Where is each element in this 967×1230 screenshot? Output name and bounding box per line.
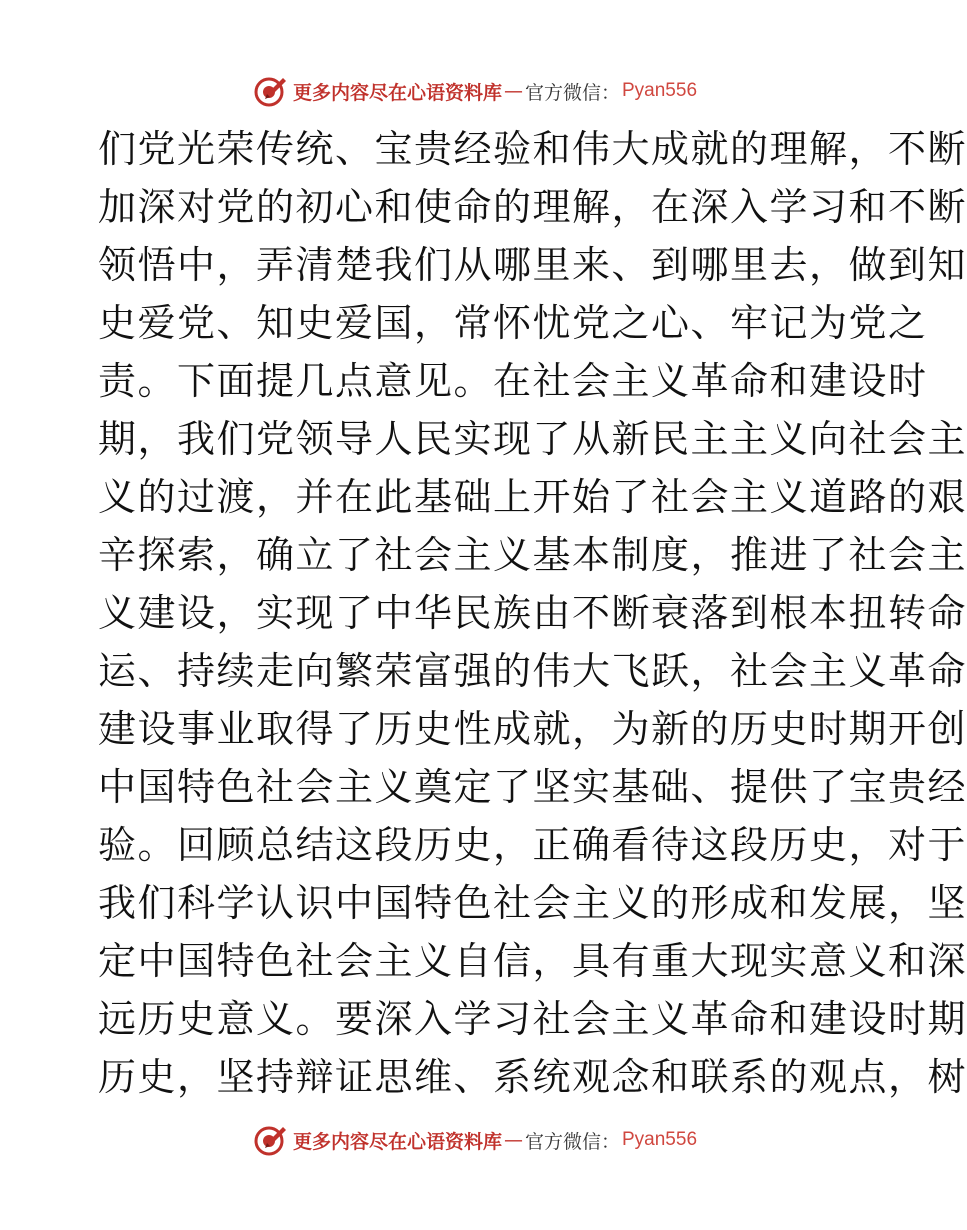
text-line: 义建设，实现了中华民族由不断衰落到根本扭转命: [98, 591, 967, 635]
text-line: 中国特色社会主义奠定了坚实基础、提供了宝贵经: [98, 765, 967, 809]
text-line: 领悟中，弄清楚我们从哪里来、到哪里去，做到知: [98, 243, 967, 287]
text-line: 验。回顾总结这段历史，正确看待这段历史，对于: [98, 823, 967, 867]
text-line: 我们科学认识中国特色社会主义的形成和发展，坚: [98, 881, 967, 925]
watermark-text: [293, 1127, 697, 1154]
watermark-wechat-label: 官方微信：: [524, 1130, 620, 1153]
text-line: 辛探索，确立了社会主义基本制度，推进了社会主: [98, 533, 967, 577]
watermark-separator: —: [503, 80, 523, 102]
text-line: 定中国特色社会主义自信，具有重大现实意义和深: [98, 939, 967, 983]
text-line: 义的过渡，并在此基础上开始了社会主义道路的艰: [98, 475, 967, 519]
footer-watermark: [0, 1120, 950, 1160]
pen-circle-logo-icon: [253, 74, 287, 108]
watermark-text: [293, 78, 697, 105]
watermark-separator: —: [503, 1129, 523, 1151]
watermark-wechat-id: Pyan556: [622, 80, 698, 101]
watermark-main-text: 更多内容尽在心语资料库: [292, 81, 502, 104]
text-line: 们党光荣传统、宝贵经验和伟大成就的理解，不断: [98, 127, 967, 171]
text-line: 史爱党、知史爱国，常怀忧党之心、牢记为党之: [98, 301, 928, 345]
text-line: 历史，坚持辩证思维、系统观念和联系的观点，树: [98, 1055, 967, 1099]
text-line: 责。下面提几点意见。在社会主义革命和建设时: [98, 359, 928, 403]
text-line: 建设事业取得了历史性成就，为新的历史时期开创: [98, 707, 967, 751]
text-line: 远历史意义。要深入学习社会主义革命和建设时期: [98, 997, 967, 1041]
text-line: 期，我们党领导人民实现了从新民主主义向社会主: [98, 417, 967, 461]
text-line: 运、持续走向繁荣富强的伟大飞跃，社会主义革命: [98, 649, 967, 693]
watermark-main-text: 更多内容尽在心语资料库: [292, 1130, 502, 1153]
pen-circle-logo-icon: [253, 1123, 287, 1157]
document-body: [98, 120, 967, 1106]
text-line: 加深对党的初心和使命的理解，在深入学习和不断: [98, 185, 967, 229]
watermark-wechat-label: 官方微信：: [524, 81, 620, 104]
watermark-wechat-id: Pyan556: [622, 1129, 698, 1150]
header-watermark: [0, 71, 950, 111]
